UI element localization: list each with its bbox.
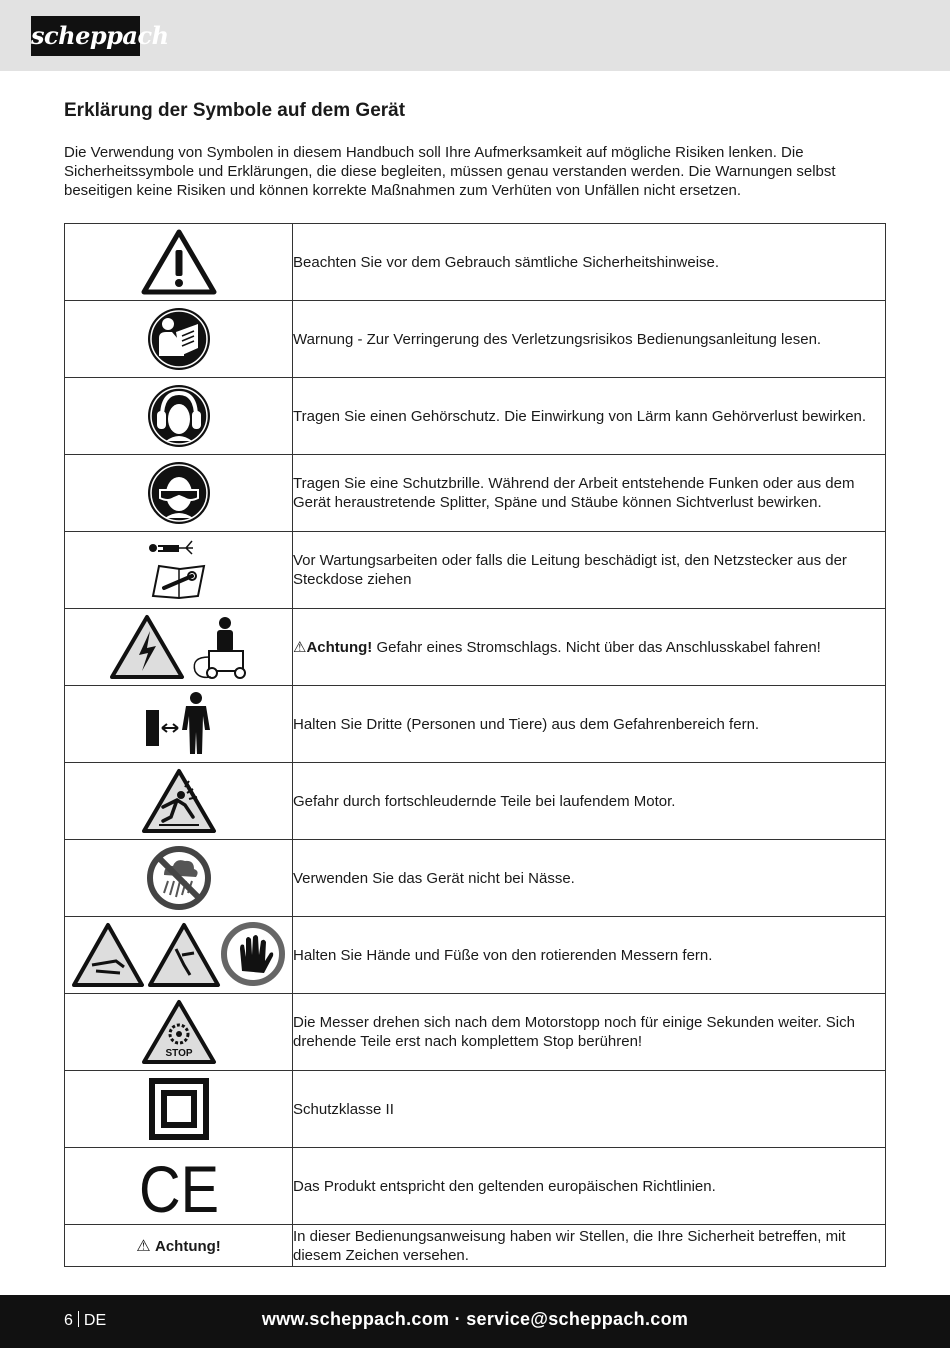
- symbol-description: [293, 609, 886, 686]
- symbol-description: Das Produkt entspricht den geltenden europäischen Richtlinien.: [293, 1148, 886, 1225]
- symbol-row: [65, 763, 886, 840]
- symbol-cell: [65, 224, 293, 301]
- keep-distance-icon: [144, 690, 214, 758]
- page-number-value: 6: [64, 1312, 73, 1329]
- stop-label: STOP: [164, 1048, 193, 1059]
- warning-triangle-icon: [141, 228, 217, 296]
- symbol-description: In dieser Bedienungsanweisung haben wir Stellen, die Ihre Sicherheit betreffen, mit diesem Zeichen versehen.: [293, 1225, 886, 1267]
- symbol-description: Halten Sie Hände und Füße von den rotierenden Messern fern.: [293, 917, 886, 994]
- rotating-blades-icon: [72, 921, 286, 989]
- symbol-cell: [65, 378, 293, 455]
- symbol-cell: [65, 686, 293, 763]
- ce-mark-icon: [137, 1152, 221, 1226]
- page-title: Erklärung der Symbole auf dem Gerät: [64, 100, 406, 121]
- symbol-row: [65, 532, 886, 609]
- symbol-row: [65, 1225, 886, 1267]
- symbol-cell: [65, 532, 293, 609]
- symbol-row: [65, 686, 886, 763]
- symbol-row: [65, 378, 886, 455]
- symbol-description: Gefahr durch fortschleudernde Teile bei laufendem Motor.: [293, 763, 886, 840]
- page-footer: [0, 1295, 950, 1348]
- no-rain-icon: [146, 845, 212, 911]
- language-code: DE: [83, 1312, 107, 1329]
- symbol-row: [65, 1148, 886, 1225]
- symbol-cell: [65, 763, 293, 840]
- symbol-description: Warnung - Zur Verringerung des Verletzungsrisikos Bedienungsanleitung lesen.: [293, 301, 886, 378]
- symbol-cell: [65, 1225, 293, 1267]
- symbol-row: [65, 224, 886, 301]
- symbol-cell: [65, 1148, 293, 1225]
- symbol-row: [65, 301, 886, 378]
- symbol-description: Tragen Sie eine Schutzbrille. Während der Arbeit entstehende Funken oder aus dem Gerät heraustretende Splitter, Späne und Stäube können Sichtverlust bewirken.: [293, 455, 886, 532]
- electric-shock-icon: [109, 613, 249, 681]
- symbol-description: Schutzklasse II: [293, 1071, 886, 1148]
- achtung-label: Achtung!: [154, 1237, 221, 1255]
- symbol-row: [65, 609, 886, 686]
- warning-label: Achtung!: [306, 638, 373, 656]
- ear-protection-icon: [146, 383, 212, 449]
- symbol-cell: [65, 917, 293, 994]
- symbol-description: Die Messer drehen sich nach dem Motorstopp noch für einige Sekunden weiter. Sich drehende Teile erst nach komplettem Stop berühren!: [293, 994, 886, 1071]
- symbol-cell: [65, 994, 293, 1071]
- intro-paragraph: Die Verwendung von Symbolen in diesem Handbuch soll Ihre Aufmerksamkeit auf mögliche Risiken lenken. Die Sicherheitssymbole und Erklärungen, die diese begleiten, müssen genau verstanden werden. Die Warnungen selbst beseitigen keine Risiken und können korrekte Maßnahmen zum Verhüten von Unfällen nicht ersetzen.: [64, 144, 836, 199]
- footer-contact: www.scheppach.com · service@scheppach.com: [261, 1309, 689, 1329]
- warning-mark-icon: ⚠: [293, 638, 307, 656]
- symbol-description: Beachten Sie vor dem Gebrauch sämtliche Sicherheitshinweise.: [293, 224, 886, 301]
- read-manual-icon: [146, 306, 212, 372]
- symbol-description: Tragen Sie einen Gehörschutz. Die Einwirkung von Lärm kann Gehörverlust bewirken.: [293, 378, 886, 455]
- symbol-row: [65, 994, 886, 1071]
- safety-goggles-icon: [146, 460, 212, 526]
- flying-debris-icon: [141, 767, 217, 835]
- ce-mark-label: CE: [138, 1152, 219, 1226]
- symbol-table: [64, 223, 886, 1267]
- symbol-cell: [65, 301, 293, 378]
- symbol-cell: [65, 1071, 293, 1148]
- symbol-description: Halten Sie Dritte (Personen und Tiere) aus dem Gefahrenbereich fern.: [293, 686, 886, 763]
- symbol-row: [65, 917, 886, 994]
- symbol-row: [65, 1071, 886, 1148]
- warning-mark-icon: ⚠: [136, 1237, 151, 1255]
- symbol-cell: [65, 455, 293, 532]
- symbol-row: [65, 840, 886, 917]
- protection-class-2-icon: [149, 1076, 209, 1142]
- symbol-cell: [65, 840, 293, 917]
- symbol-row: [65, 455, 886, 532]
- symbol-description: Vor Wartungsarbeiten oder falls die Leitung beschädigt ist, den Netzstecker aus der Steckdose ziehen: [293, 532, 886, 609]
- scheppach-logo: scheppach: [31, 16, 140, 56]
- warning-text: Gefahr eines Stromschlags. Nicht über das Anschlusskabel fahren!: [372, 638, 821, 656]
- symbol-description: Verwenden Sie das Gerät nicht bei Nässe.: [293, 840, 886, 917]
- symbol-cell: [65, 609, 293, 686]
- blade-stop-icon: [141, 998, 217, 1066]
- unplug-maintenance-icon: [146, 536, 212, 604]
- page-header: [0, 0, 950, 71]
